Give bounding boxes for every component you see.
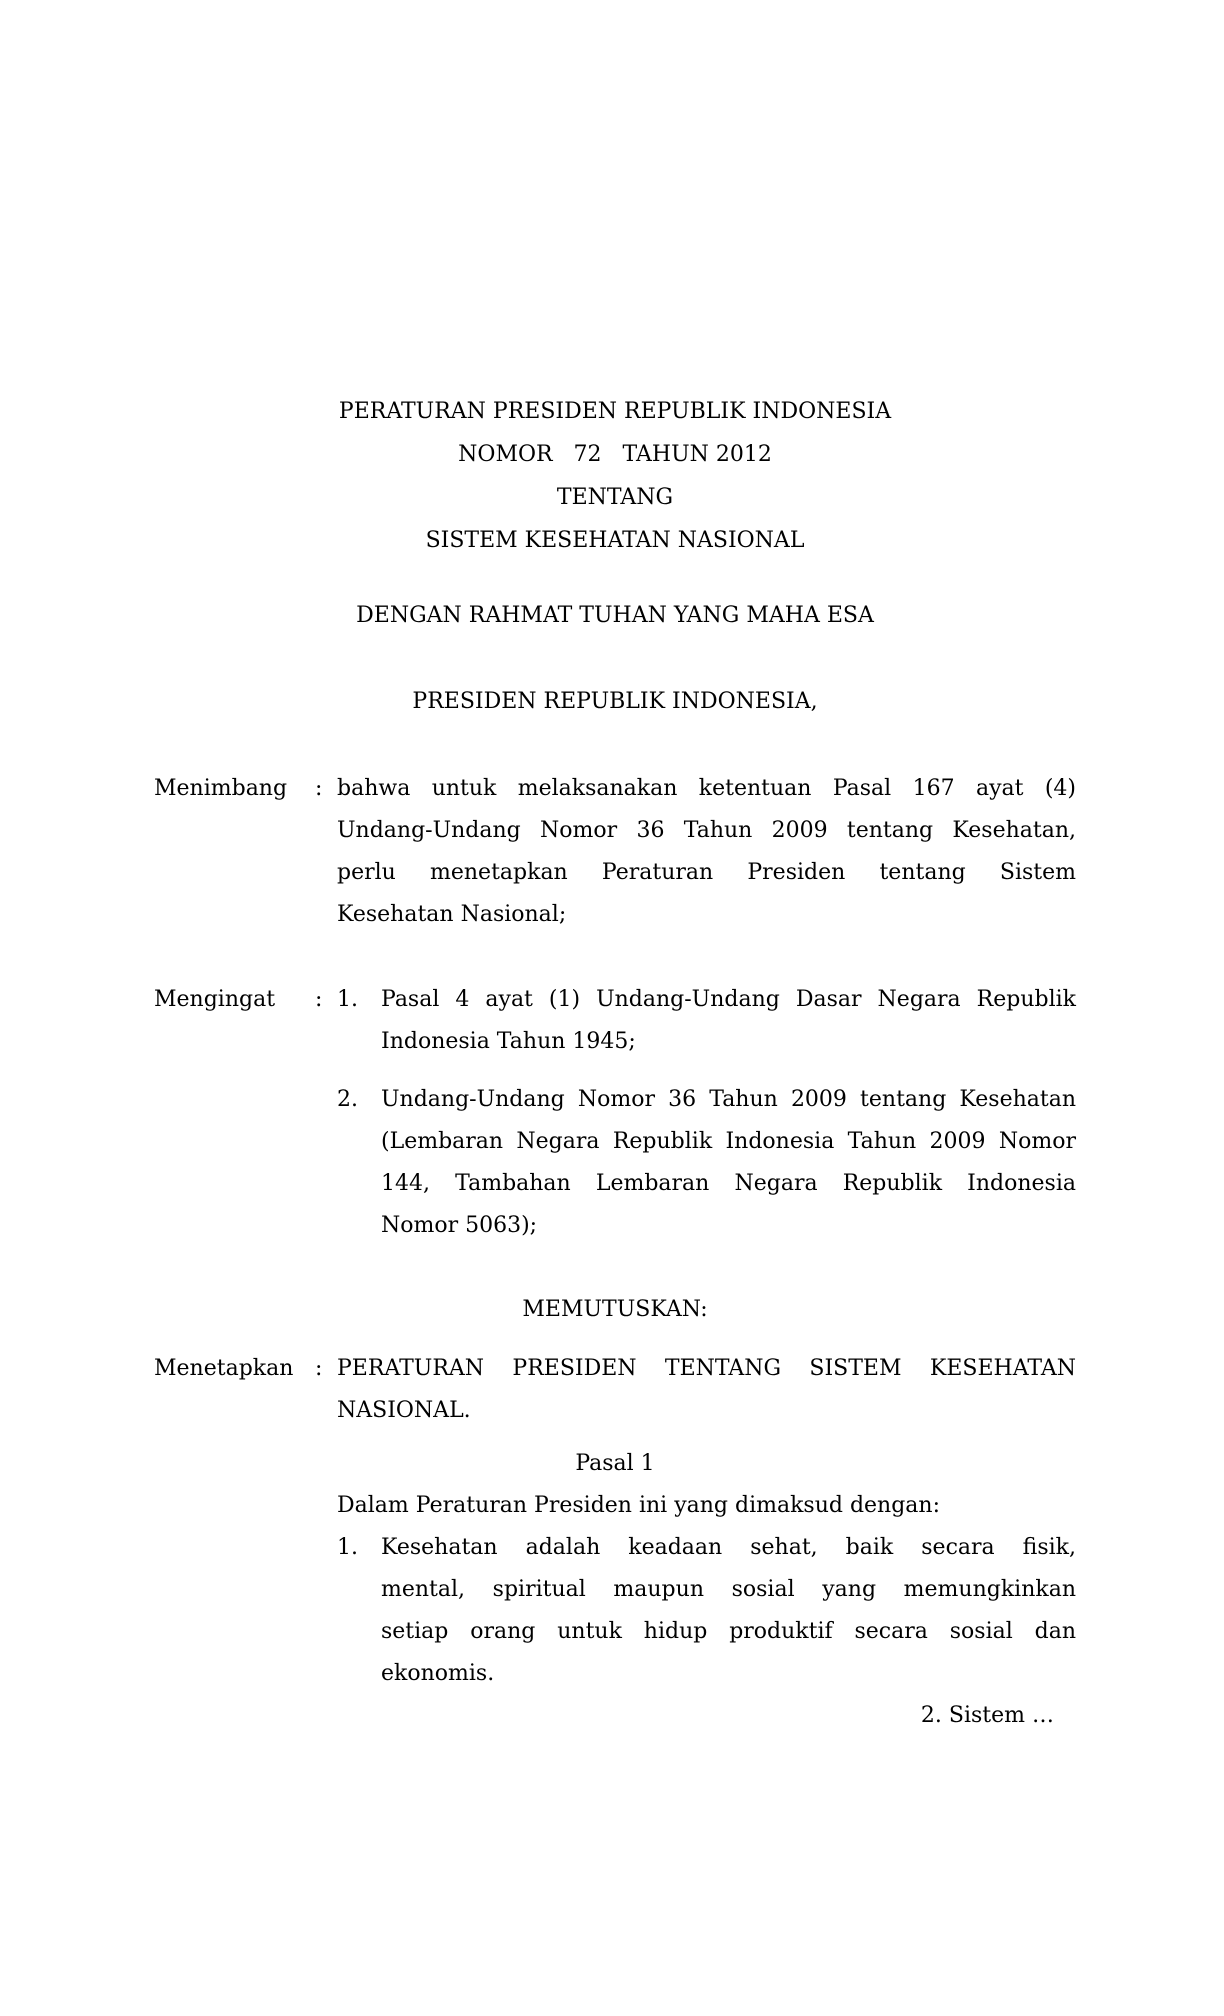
menetapkan-label: Menetapkan	[154, 1356, 294, 1381]
paragraph-line: bahwa untuk melaksanakan ketentuan Pasal 167 ayat (4)	[337, 776, 1076, 801]
mengingat-list	[337, 979, 1076, 1247]
definition-item-1	[337, 1527, 1076, 1695]
paragraph-line: 144, Tambahan Lembaran Negara Republik Indonesia	[381, 1171, 1076, 1196]
list-item-number: 1.	[337, 1535, 358, 1560]
menetapkan-paragraph	[337, 1348, 1076, 1432]
list-item-text	[381, 979, 1076, 1063]
page-catchword: 2. Sistem …	[920, 1703, 1054, 1728]
list-item-number: 2.	[337, 1087, 358, 1112]
paragraph-line: (Lembaran Negara Republik Indonesia Tahun 2009 Nomor	[381, 1129, 1076, 1154]
paragraph-line: Undang-Undang Nomor 36 Tahun 2009 tentang Kesehatan	[381, 1087, 1076, 1112]
menetapkan-colon: :	[315, 1356, 323, 1381]
paragraph-line: perlu menetapkan Peraturan Presiden tentang Sistem	[337, 860, 1076, 885]
pasal-1-intro: Dalam Peraturan Presiden ini yang dimaksud dengan:	[337, 1493, 941, 1518]
paragraph-line: mental, spiritual maupun sosial yang memungkinkan	[381, 1577, 1076, 1602]
document-title	[154, 390, 1076, 562]
memutuskan-heading: MEMUTUSKAN:	[522, 1297, 708, 1322]
mengingat-label: Mengingat	[154, 987, 276, 1012]
list-item-number: 1.	[337, 987, 358, 1012]
title-line-number-year: NOMOR 72 TAHUN 2012	[458, 442, 772, 467]
menimbang-paragraph	[337, 768, 1076, 936]
paragraph-line: Undang-Undang Nomor 36 Tahun 2009 tentang Kesehatan,	[337, 818, 1076, 843]
legal-basis-item-1	[337, 979, 1076, 1063]
menetapkan-section	[154, 1348, 1076, 1432]
menimbang-label: Menimbang	[154, 776, 288, 801]
title-line-tentang: TENTANG	[556, 485, 674, 510]
paragraph-line: Indonesia Tahun 1945;	[381, 1029, 636, 1054]
list-item-text	[381, 1527, 1076, 1695]
legal-basis-item-2	[337, 1079, 1076, 1247]
paragraph-line: setiap orang untuk hidup produktif secara sosial dan	[381, 1619, 1076, 1644]
paragraph-line: PERATURAN PRESIDEN TENTANG SISTEM KESEHATAN	[337, 1356, 1076, 1381]
menimbang-section	[154, 768, 1076, 936]
paragraph-line: Kesehatan Nasional;	[337, 902, 567, 927]
pasal-1-body	[337, 1485, 1076, 1695]
paragraph-line: Nomor 5063);	[381, 1213, 538, 1238]
motto-line: DENGAN RAHMAT TUHAN YANG MAHA ESA	[356, 603, 874, 628]
paragraph-line: ekonomis.	[381, 1661, 495, 1686]
title-line-regulation: PERATURAN PRESIDEN REPUBLIK INDONESIA	[338, 399, 892, 424]
menimbang-colon: :	[315, 776, 323, 801]
mengingat-colon: :	[315, 987, 323, 1012]
pasal-1-heading: Pasal 1	[575, 1451, 655, 1476]
title-line-subject: SISTEM KESEHATAN NASIONAL	[425, 528, 805, 553]
paragraph-line: Pasal 4 ayat (1) Undang-Undang Dasar Negara Republik	[381, 987, 1076, 1012]
issuer-line: PRESIDEN REPUBLIK INDONESIA,	[412, 689, 818, 714]
paragraph-line: Kesehatan adalah keadaan sehat, baik secara fisik,	[381, 1535, 1076, 1560]
mengingat-section	[154, 979, 1076, 1247]
list-item-text	[381, 1079, 1076, 1247]
paragraph-line: NASIONAL.	[337, 1398, 471, 1423]
